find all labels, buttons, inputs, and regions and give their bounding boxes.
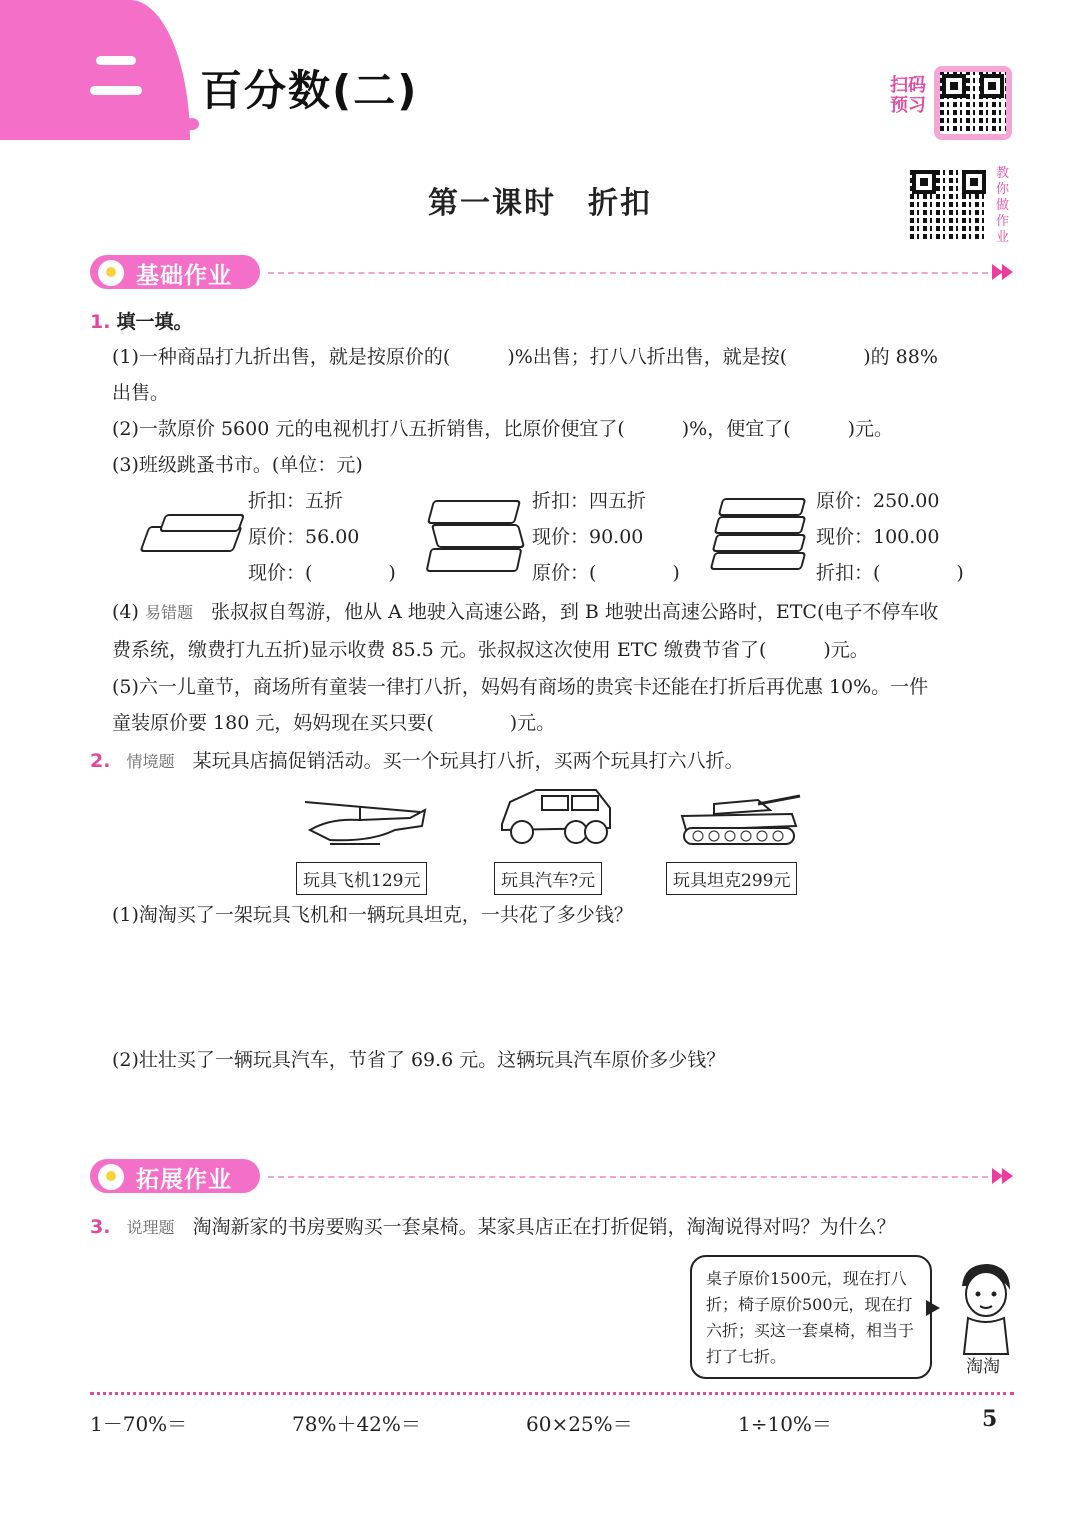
footer-divider [90,1392,1014,1395]
book3-discount: 折扣：( ) [816,562,964,584]
tab-decoration [185,118,199,130]
question-number: 3. [90,1216,111,1238]
mental-math-3: 60×25%＝ [526,1412,633,1436]
mental-math-1: 1－70%＝ [90,1412,188,1436]
lightbulb-icon [96,258,126,288]
q2-sub2: (2)壮壮买了一辆玩具汽车，节省了 69.6 元。这辆玩具汽车原价多少钱？ [112,1049,726,1071]
toy-price-tag: 玩具汽车?元 [494,862,602,895]
q2-text: 某玩具店搞促销活动。买一个玩具打八折，买两个玩具打六八折。 [192,750,744,772]
toy-price-tag: 玩具坦克299元 [666,862,797,895]
q1-part4-line1: 张叔叔自驾游，他从 A 地驶入高速公路，到 B 地驶出高速公路时，ETC(电子不停车收 [211,601,939,623]
toy-car-illustration [496,784,616,850]
page-number: 5 [982,1406,998,1432]
q1-part4-line2: 费系统，缴费打九五折)显示收费 85.5 元。张叔叔这次使用 ETC 缴费节省了( )元。 [112,639,869,661]
section-title: 拓展作业 [136,1167,232,1193]
scan-label: 扫码预习 [890,75,926,116]
q1-part2: (2)一款原价 5600 元的电视机打八五折销售，比原价便宜了( )%，便宜了( )元。 [112,418,894,440]
boy-character-illustration [944,1260,1024,1356]
toy-tank-illustration [674,784,804,850]
chapter-number-glyph [90,48,150,108]
qr-code-icon[interactable] [940,72,1006,134]
q1-part1-line1: (1)一种商品打九折出售，就是按原价的( )%出售；打八八折出售，就是按( )的 88% [112,346,938,368]
character-name: 淘淘 [966,1357,1000,1377]
book1-discount: 折扣：五折 [248,490,344,512]
three-books-illustration [424,494,528,574]
question-number: 1. [90,311,111,333]
section-banner-extended [90,1159,1014,1193]
speech-bubble-tail [926,1300,940,1316]
toy-helicopter-illustration [300,790,430,850]
banner-divider [268,272,988,274]
speech-bubble-text: 桌子原价1500元，现在打八折；椅子原价500元，现在打六折；买这一套桌椅，相当于打了七折。 [706,1269,915,1366]
teach-label: 教你做作业 [996,166,1010,245]
section-title: 基础作业 [136,263,232,289]
book2-discount: 折扣：四五折 [532,490,647,512]
unit-title: 百分数(二) [200,66,419,115]
book3-current-price: 现价：100.00 [816,526,940,548]
reasoning-tag: 说理题 [126,1218,175,1237]
book2-current-price: 现价：90.00 [532,526,644,548]
single-book-illustration [140,508,250,558]
banner-divider [268,1176,988,1178]
q2-sub1: (1)淘淘买了一架玩具飞机和一辆玩具坦克，一共花了多少钱？ [112,904,633,926]
error-prone-tag: 易错题 [144,603,193,622]
lesson-title: 第一课时 折扣 [428,186,652,221]
q1-part5-line1: (5)六一儿童节，商场所有童装一律打八折，妈妈有商场的贵宾卡还能在打折后再优惠 10%。一件 [112,676,929,698]
arrow-right-icon [1002,1168,1013,1184]
book3-original-price: 原价：250.00 [816,490,940,512]
homework-qr-code-icon[interactable] [910,168,988,242]
mental-math-4: 1÷10%＝ [738,1412,832,1436]
q1-part3: (3)班级跳蚤书市。(单位：元) [112,454,363,476]
book1-original-price: 原价：56.00 [248,526,360,548]
q1-part1-line2: 出售。 [112,382,170,404]
lightbulb-icon [96,1162,126,1192]
arrow-right-icon [1002,264,1013,280]
question-title: 填一填。 [116,311,193,333]
scenario-tag: 情境题 [126,752,175,771]
section-banner-basic [90,255,1014,289]
preview-qr-frame[interactable] [934,66,1012,140]
q3-text: 淘淘新家的书房要购买一套桌椅。某家具店正在打折促销，淘淘说得对吗？为什么？ [192,1216,896,1238]
mental-math-2: 78%＋42%＝ [292,1412,421,1436]
question-number: 2. [90,750,111,772]
q1-part5-line2: 童装原价要 180 元，妈妈现在买只要( )元。 [112,712,556,734]
book1-current-price: 现价：( ) [248,562,396,584]
toy-price-tag: 玩具飞机129元 [296,862,427,895]
book2-original-price: 原价：( ) [532,562,680,584]
book-stack-illustration [710,494,814,574]
